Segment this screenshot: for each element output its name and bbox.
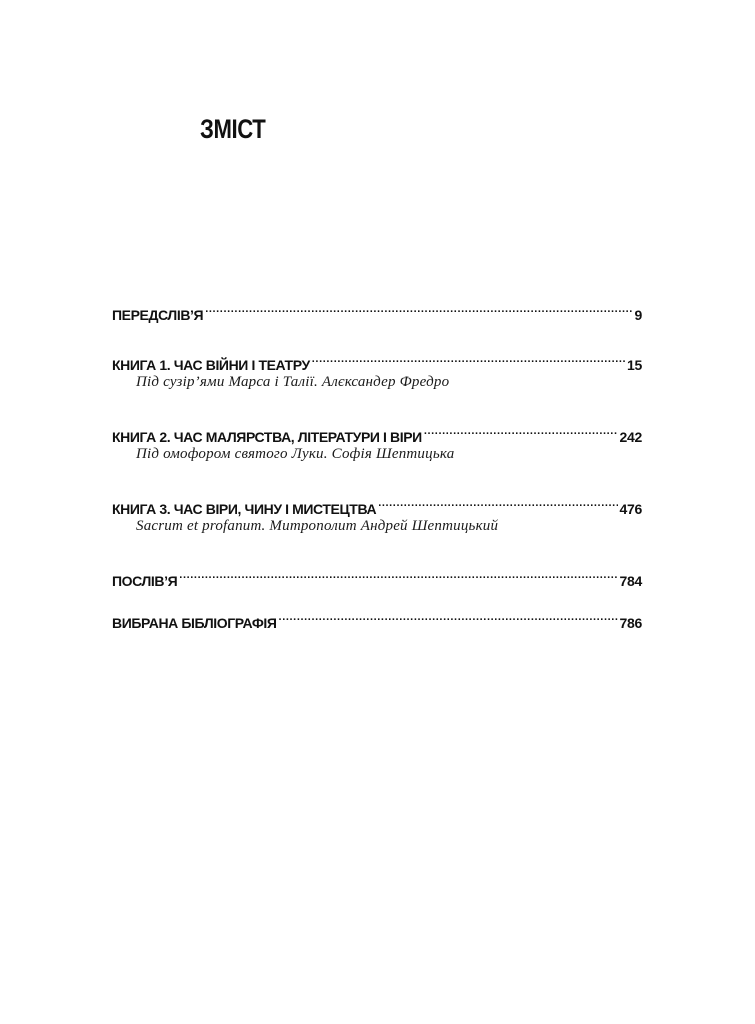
dot-leader xyxy=(279,604,618,628)
page-title: ЗМІСТ xyxy=(200,114,266,144)
dot-leader xyxy=(378,490,617,514)
toc-entry-bibliography[interactable] xyxy=(112,604,642,631)
toc-entry-subtitle: Sacrum et profanum. Митрополит Андрей Шептицький xyxy=(136,518,499,534)
toc-entry-label: ПЕРЕДСЛІВ’Я xyxy=(112,307,204,323)
dot-leader xyxy=(312,346,625,370)
toc-entry-subtitle: Під омофором святого Луки. Софія Шептицька xyxy=(136,446,455,462)
toc-entry-page: 786 xyxy=(619,615,642,631)
dot-leader xyxy=(179,562,617,586)
toc-entry-page: 242 xyxy=(619,429,642,445)
toc-entry-page: 476 xyxy=(619,501,642,517)
toc-entry-label: КНИГА 3. ЧАС ВІРИ, ЧИНУ І МИСТЕЦТВА xyxy=(112,501,377,517)
toc-entry-book-1[interactable] xyxy=(112,346,642,373)
toc-entry-page: 15 xyxy=(627,357,642,373)
toc-entry-label: КНИГА 2. ЧАС МАЛЯРСТВА, ЛІТЕРАТУРИ І ВІРИ xyxy=(112,429,422,445)
toc-entry-book-3[interactable] xyxy=(112,490,642,517)
toc-entry-label: ПОСЛІВ’Я xyxy=(112,573,178,589)
toc-entry-subtitle: Під сузір’ями Марса і Талії. Алєксандер Фредро xyxy=(136,374,450,390)
dot-leader xyxy=(205,296,632,320)
toc-entry-page: 9 xyxy=(634,307,642,323)
toc-entry-page: 784 xyxy=(619,573,642,589)
toc-entry-label: КНИГА 1. ЧАС ВІЙНИ І ТЕАТРУ xyxy=(112,357,310,373)
toc-entry-label: ВИБРАНА БІБЛІОГРАФІЯ xyxy=(112,615,277,631)
dot-leader xyxy=(424,418,618,442)
toc-entry-afterword[interactable] xyxy=(112,562,642,589)
toc-entry-book-2[interactable] xyxy=(112,418,642,445)
toc-entry-preface[interactable] xyxy=(112,296,642,323)
